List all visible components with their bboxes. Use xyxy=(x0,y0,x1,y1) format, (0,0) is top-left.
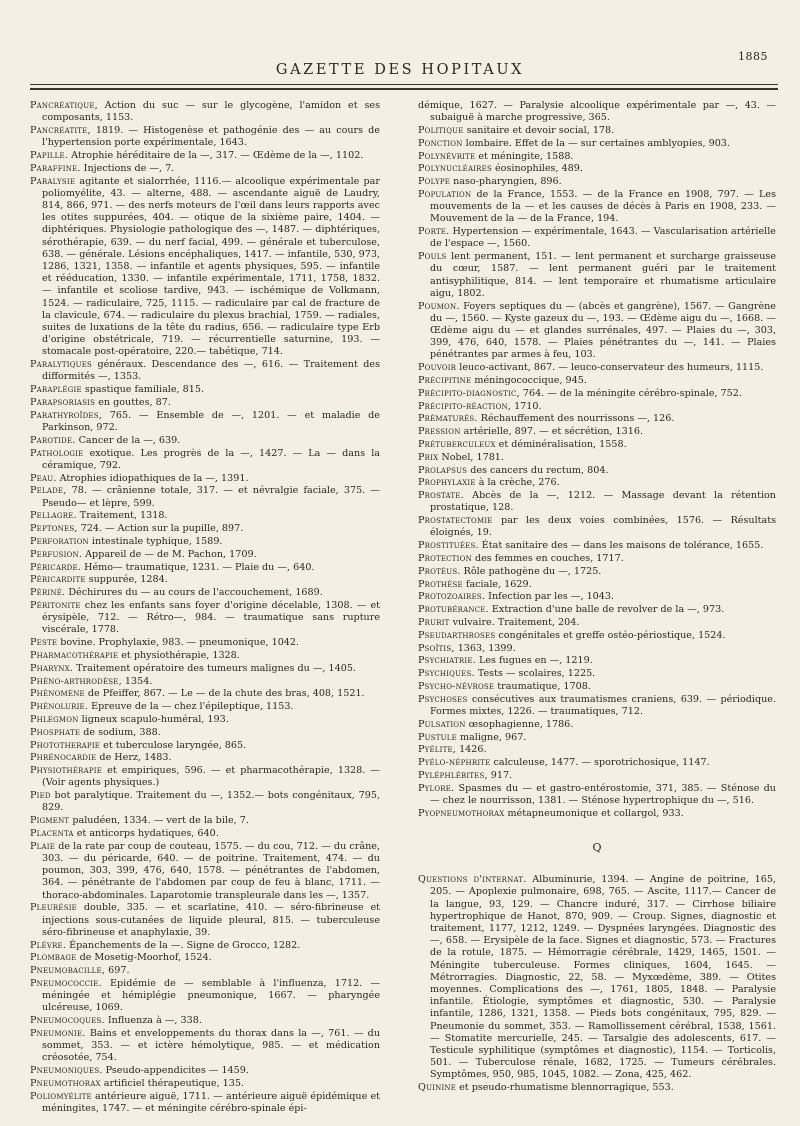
index-text: 78. — crânienne totale, 317. — et névralgie faciale, 375. — Pseudo— et lèpre, 599. xyxy=(42,485,380,509)
index-term: Plombage xyxy=(30,952,77,964)
index-entry xyxy=(30,176,380,359)
index-term: Parapsoriasis xyxy=(30,397,96,409)
index-text: 724. — Action sur la pupille, 897. xyxy=(77,523,244,535)
index-text: et physiothérapie, 1328. xyxy=(118,650,240,661)
index-entry xyxy=(30,752,380,764)
index-entry xyxy=(418,515,776,539)
index-entry xyxy=(30,397,380,409)
index-term: Pyopneumothorax xyxy=(418,807,505,819)
index-entry xyxy=(418,553,776,565)
index-term: Ponction xyxy=(418,137,463,149)
index-text: Réchauffement des nourrissons —, 126. xyxy=(477,413,675,425)
index-entry xyxy=(418,401,776,413)
index-entry xyxy=(418,226,776,250)
index-text: faciale, 1629. xyxy=(462,578,532,590)
index-term: Paraffine. xyxy=(30,162,81,174)
index-term: Polynucléaires xyxy=(418,163,492,175)
index-term: Pharmacothérapie xyxy=(30,650,119,661)
index-term: Paraplégie xyxy=(30,384,82,396)
index-text: de la rate par coup de couteau, 1575. — du cou, 712. — du crâne, 303. — du péricarde, 640. — de poitrine. Traitement, 474. — du poumon, 303, 399, 476, 640, 1578. — pénétrantes de l'abdomen, 364. — pénétrante de l'abdomen par coup de feu à blanc, 1711. — thoraco-abdominales. Laparotomie transpleurale dans les —, 1357. xyxy=(42,840,380,901)
index-term: Pigment xyxy=(30,815,70,827)
index-term: Précipitine xyxy=(418,375,472,386)
index-text: Action du suc — sur le glycogène, l'amidon et ses composants, 1153. xyxy=(42,100,380,124)
index-text: naso-pharyngien, 896. xyxy=(450,176,562,188)
index-entry xyxy=(418,719,776,731)
index-text: à la crèche, 276. xyxy=(475,477,560,489)
index-text: démique, 1627. — Paralysie alcoolique expérimentale par —, 43. — subaiguë à marche progressive, 365. xyxy=(418,100,776,124)
index-term: Pharynx. xyxy=(30,662,74,674)
index-entry xyxy=(418,566,776,578)
index-entry xyxy=(30,965,380,977)
index-entry xyxy=(30,940,380,952)
index-term: Placenta xyxy=(30,827,74,839)
index-term: Pneumocoques. xyxy=(30,1015,105,1027)
index-entry xyxy=(30,485,380,509)
index-entry xyxy=(418,643,776,655)
index-entry xyxy=(30,473,380,485)
index-entry xyxy=(418,617,776,629)
index-entry xyxy=(418,477,776,489)
index-text: Albuminurie, 1394. — Angine de poitrine, 165, 205. — Apoplexie pulmonaire, 698, 765. — Ascite, 1117.— Cancer de la langue, 93, 129. — Chancre induré, 317. — Cirrhose biliaire hypertrophique de Hanot, 870, 909. — Croup. Signes, diagnostic et traitement, 1177, 1212, 1249. — Dyspnées laryngées. Diagnostic des —, 658. — Erysipèle de la face. Signes et diagnostic, 573. — Fractures de la rotule, 1875. — Hémorragie cérébrale, 1429, 1465, 1501. — Méningite tuberculeuse. Formes cliniques, 1604, 1645. — Métrorragies. Diagnostic, 22, 58. — Myxœdème, 389. — Otites moyennes. Complications des —, 1761, 1805, 1848. — Paralysie infantile. Étiologie, symptômes et diagnostic, 530. — Paralysie infantile, 1286, 1321, 1358. — Pieds bots congénitaux, 795, 829. — Pneumonie du sommet, 353. — Ramollissement cérébral, 1538, 1561. — Stomatite mercurielle, 245. — Tarsalgie des adolescents, 617. — Testicule syphilitique (symptômes et diagnostic), 1154. — Torticolis, 501. — Tuberculose rénale, 1682, 1725. — Tumeurs cérébrales. Symptômes, 950, 985, 1045, 1082. — Zona, 425, 462. xyxy=(430,874,777,1081)
index-entry xyxy=(418,151,776,163)
index-term: Polynévrite xyxy=(418,150,476,162)
index-text: Bains et enveloppements du thorax dans la —, 761. — du sommet, 353. — et ictère hémolytique, 985. — et médication créosotée, 754. xyxy=(42,1027,380,1064)
index-entry xyxy=(30,562,380,574)
index-entry xyxy=(418,100,776,124)
index-term: Parathyroïdes, xyxy=(30,409,102,421)
index-text: et tuberculose laryngée, 865. xyxy=(100,739,247,751)
index-entry xyxy=(30,574,380,586)
index-term: Plèvre. xyxy=(30,939,67,951)
index-text: Infection par les —, 1043. xyxy=(485,591,615,603)
index-text: double, 335. — et scarlatine, 410. — séro-fibrineuse et injections sous-cutanées de liquide pleural, 815. — tuberculeuse séro-fibrineuse et anaphylaxie, 39. xyxy=(42,902,380,938)
index-term: Pneumococcie. xyxy=(30,977,102,989)
index-term: Psychoses xyxy=(418,693,468,705)
index-term: Prolapsus xyxy=(418,464,468,476)
index-text: bot paralytique. Traitement du —, 1352.— bots congénitaux, 795, 829. xyxy=(42,790,380,814)
index-text: Injections de —, 7. xyxy=(80,162,175,174)
index-term: Pylore. xyxy=(418,782,455,794)
index-entry xyxy=(30,815,380,827)
index-entry xyxy=(30,765,380,789)
index-term: Porte. xyxy=(418,226,450,238)
index-text: ligneux scapulo-huméral, 193. xyxy=(78,713,229,725)
index-entry xyxy=(30,536,380,548)
index-term: Prostituées. xyxy=(418,540,479,552)
index-entry xyxy=(418,604,776,616)
index-term: Prothèse xyxy=(418,578,463,590)
index-entry xyxy=(418,176,776,188)
index-text: intestinale typhique, 1589. xyxy=(88,536,223,548)
index-entry xyxy=(418,490,776,514)
header-rule-thick xyxy=(30,88,778,90)
index-text: par les deux voies combinées, 1576. — Résultats éloignés, 19. xyxy=(430,515,776,539)
index-entry xyxy=(30,978,380,1015)
index-term: Paralytiques xyxy=(30,359,93,371)
index-entry xyxy=(30,549,380,561)
index-entry xyxy=(30,841,380,902)
index-entry xyxy=(30,523,380,535)
index-text: chez les enfants sans foyer d'origine décelable, 1308. — et érysipèle, 712. — Rétro—, 984. — traumatique sans rupture viscérale, 1778. xyxy=(42,600,380,636)
index-text: et méningite, 1588. xyxy=(475,150,574,162)
index-text: consécutives aux traumatismes craniens, 639. — périodique. Formes mixtes, 1226. — traumatiques, 712. xyxy=(430,693,776,717)
index-term: Quinine xyxy=(418,1082,457,1094)
index-text: et déminéralisation, 1558. xyxy=(495,438,627,450)
index-term: Polype xyxy=(418,176,451,188)
index-entry xyxy=(418,630,776,642)
index-entry xyxy=(418,757,776,769)
index-term: Psychiques. xyxy=(418,668,475,680)
index-text: 1710. xyxy=(511,400,542,412)
section-letter-q: Q xyxy=(592,840,602,854)
index-term: Peste xyxy=(30,637,58,649)
left-column xyxy=(30,100,380,1116)
index-term: Physiothérapie xyxy=(30,765,103,777)
index-term: Protozoaires. xyxy=(418,591,486,603)
index-text: Spasmes du — et gastro-entérostomie, 371, 385. — Sténose du — chez le nourrisson, 1381. — Sténose hypertrophique du —, 516. xyxy=(430,782,776,806)
index-term: Pustule xyxy=(418,731,457,743)
index-entry xyxy=(30,676,380,688)
index-term: Pyléphlébites, xyxy=(418,769,488,781)
index-entry xyxy=(418,591,776,603)
index-entry xyxy=(418,579,776,591)
index-term: Prophylaxie xyxy=(418,477,476,489)
index-term: Psycho-névrose xyxy=(418,680,495,692)
index-text: Les fugues en —, 1219. xyxy=(475,655,593,667)
index-entry xyxy=(30,714,380,726)
index-text: Atrophie héréditaire de la —, 317. — Œdème de la —, 1102. xyxy=(68,150,364,161)
index-entry xyxy=(30,600,380,637)
index-term: Phosphate xyxy=(30,726,81,738)
index-term: Politique xyxy=(418,125,464,136)
index-text: lent permanent, 151. — lent permanent et surcharge graisseuse du cœur, 1587. — lent permanent guéri par le traitement antisyphilitique, 814. — lent temporaire et rhumatisme articulaire aigu, 1802. xyxy=(430,251,776,299)
index-term: Pellagre. xyxy=(30,510,77,522)
index-entry xyxy=(30,510,380,522)
index-term: Pathologie xyxy=(30,447,84,459)
index-entry xyxy=(418,1082,776,1094)
index-text: artificiel thérapeutique, 135. xyxy=(100,1077,245,1089)
index-entry xyxy=(418,874,776,1081)
index-entry xyxy=(30,448,380,472)
index-term: Pouls xyxy=(418,251,447,263)
index-term: Perforation xyxy=(30,536,89,548)
index-term: Protection xyxy=(418,552,472,564)
index-term: Pneumobacille, xyxy=(30,965,106,977)
index-text: Déchirures du — au cours de l'accouchement, 1689. xyxy=(65,587,323,599)
index-term: Pression xyxy=(418,426,461,438)
index-term: Pyélo-néphrite xyxy=(418,757,491,769)
index-text: Appareil de — de M. Pachon, 1709. xyxy=(82,548,257,560)
index-text: Hypertension — expérimentale, 1643. — Vascularisation artérielle de l'espace —, 1560. xyxy=(430,226,776,250)
index-text: suppurée, 1284. xyxy=(85,574,168,586)
index-text: antérieure aiguë, 1711. — antérieure aiguë épidémique et méningites, 1747. — et méningite cérébro-spinale épi- xyxy=(42,1090,380,1114)
index-term: Péricardite xyxy=(30,574,86,586)
index-text: agitante et sialorrhée, 1116.— alcoolique expérimentale par poliomyélite, 43. — alterne, 488. — ascendante aiguë de Laudry, 814, 866, 971. — des nerfs moteurs de l'œil dans leurs rapports avec les otites suppurées, 404. — otique de la sixième paire, 1404. — diphtériques. Physiologie pathologique des —, 1487. — diphtériques, sérothérapie, 639. — du nerf facial, 499. — générale et tuberculose, 638. — générale. Lésions encéphaliques, 1417. — infantile, 530, 973, 1286, 1321, 1358. — infantile et agents physiques, 595. — infantile et rééducation, 1330. — infantile expérimentale, 1711, 1758, 1832. — infantile et scoliose tardive, 943. — ischémique de Volkmann, 1524. — radiculaire, 725, 1115. — radiculaire par cal de fracture de la clavicule, 674. — radiculaire du plexus brachial, 1759. — radiales, suites de luxations de la tête du radius, 656. — radiculaire type Erb d'origine obstétricale, 719. — récurrentielle saturnine, 193. — stomacale post-opératoire, 220.— tabétique, 714. xyxy=(42,175,380,358)
index-entry xyxy=(418,426,776,438)
index-text: Épanchements de la —. Signe de Grocco, 1282. xyxy=(66,939,301,951)
index-text: leuco-activant, 867. — leuco-conservateur des humeurs, 1115. xyxy=(456,362,764,374)
index-text: de Mosetig-Moorhof, 1524. xyxy=(76,952,212,964)
index-text: éosinophiles, 489. xyxy=(491,163,583,175)
index-text: de sodium, 388. xyxy=(80,726,161,738)
index-term: Plaie xyxy=(30,840,56,852)
index-term: Pseudarthroses xyxy=(418,629,496,641)
index-text: des cancers du rectum, 804. xyxy=(467,464,609,476)
index-term: Prurit xyxy=(418,616,450,628)
index-text: 1363, 1399. xyxy=(454,642,516,654)
index-entry xyxy=(30,688,380,700)
index-term: Pouvoir xyxy=(418,362,457,374)
index-term: Parotide. xyxy=(30,434,76,446)
index-term: Phototherapie xyxy=(30,739,101,751)
index-entry xyxy=(30,790,380,814)
index-term: Pneumoniques. xyxy=(30,1065,103,1077)
index-term: Protéus. xyxy=(418,565,461,577)
index-text: sanitaire et devoir social, 178. xyxy=(463,125,615,136)
index-text: 917. xyxy=(487,769,513,781)
index-term: Phénolurie. xyxy=(30,701,89,713)
index-entry xyxy=(30,1028,380,1065)
index-term: Prostatectomie xyxy=(418,515,493,527)
index-entry xyxy=(418,413,776,425)
index-entry xyxy=(418,668,776,680)
index-term: Pied xyxy=(30,790,51,802)
index-term: Paralysie xyxy=(30,175,76,187)
index-entry xyxy=(30,828,380,840)
index-term: Questions d'internat. xyxy=(418,874,527,886)
index-entry xyxy=(418,540,776,552)
index-text: exotique. Les progrès de la —, 1427. — La — dans la céramique, 792. xyxy=(42,447,380,471)
index-term: Périné. xyxy=(30,587,66,599)
index-entry xyxy=(418,251,776,300)
index-term: Pulsation xyxy=(418,718,466,730)
index-text: 1426. xyxy=(456,744,487,756)
index-term: Pancréatite, xyxy=(30,125,91,136)
index-text: Epreuve de la — chez l'épileptique, 1153. xyxy=(88,701,294,713)
index-entry xyxy=(418,770,776,782)
index-text: œsophagienne, 1786. xyxy=(465,718,574,730)
index-term: Phlegmon xyxy=(30,713,79,725)
index-text: Traitement opératoire des tumeurs malignes du —, 1405. xyxy=(73,662,356,674)
index-entry xyxy=(418,744,776,756)
index-term: Psoïtis, xyxy=(418,642,455,654)
index-entry xyxy=(30,663,380,675)
index-entry xyxy=(418,465,776,477)
index-term: Prématurés. xyxy=(418,413,478,425)
index-text: congénitales et greffe ostéo-périostique, 1524. xyxy=(495,629,726,641)
index-text: Traitement, 1318. xyxy=(76,510,168,522)
index-term: Phrénocardie xyxy=(30,752,97,764)
index-entry xyxy=(30,163,380,175)
index-term: Protubérance. xyxy=(418,604,489,616)
index-entry xyxy=(30,587,380,599)
index-text: et empiriques, 596. — et pharmacothérapie, 1328. — (Voir agents physiques.) xyxy=(42,765,380,789)
index-term: Papille. xyxy=(30,150,69,161)
index-text: Cancer de la —, 639. xyxy=(75,434,181,446)
index-entry xyxy=(418,388,776,400)
index-entry xyxy=(30,952,380,964)
index-text: et pseudo-rhumatisme blennorragique, 553. xyxy=(456,1082,674,1094)
index-text: 1819. — Histogenèse et pathogénie des — au cours de l'hypertension porte expérimentale, 1643. xyxy=(42,125,380,149)
index-term: Pyélite, xyxy=(418,744,457,756)
index-term: Précipito-diagnostic, xyxy=(418,387,520,399)
index-entry xyxy=(418,694,776,718)
index-entry xyxy=(418,655,776,667)
index-entry xyxy=(30,435,380,447)
index-entry xyxy=(418,301,776,362)
right-column xyxy=(418,100,776,1095)
index-entry xyxy=(30,1078,380,1090)
index-entry xyxy=(418,439,776,451)
running-head: GAZETTE DES HOPITAUX xyxy=(275,62,525,78)
index-term: Poumon. xyxy=(418,300,460,312)
index-entry xyxy=(30,637,380,649)
index-text: Epidémie de — semblable à l'influenza, 1712. — méningée et hémiplégie pneumonique, 1667. — pharyngée ulcéreuse, 1069. xyxy=(42,977,380,1014)
index-text: 697. xyxy=(105,965,130,977)
index-text: 1354. xyxy=(121,675,153,687)
index-term: Peau. xyxy=(30,472,57,484)
index-term: Pleurésie xyxy=(30,902,77,914)
index-text: et anticorps hydatiques, 640. xyxy=(73,827,219,839)
index-text: en gouttes, 87. xyxy=(95,397,171,409)
index-entry xyxy=(418,362,776,374)
index-text: Nobel, 1781. xyxy=(438,451,504,463)
index-term: Péritonite xyxy=(30,600,81,611)
index-text: Extraction d'une balle de revolver de la —, 973. xyxy=(488,604,725,616)
index-text: bovine. Prophylaxie, 983. — pneumonique, 1042. xyxy=(57,637,300,649)
index-term: Prostate. xyxy=(418,490,464,502)
index-entry xyxy=(418,125,776,137)
index-text: Influenza à —, 338. xyxy=(104,1015,202,1027)
index-term: Phéno-arthrodèse, xyxy=(30,675,122,687)
page-number: 1885 xyxy=(738,50,768,63)
index-term: Phénomène xyxy=(30,688,85,700)
index-term: Pancréatique, xyxy=(30,100,98,111)
index-text: généraux. Descendance des —, 616. — Traitement des difformités —, 1353. xyxy=(42,359,380,383)
index-text: traumatique, 1708. xyxy=(494,680,591,692)
index-term: Peptones, xyxy=(30,523,78,535)
index-text: État sanitaire des — dans les maisons de tolérance, 1655. xyxy=(478,540,764,552)
header-rule-thin xyxy=(30,84,778,85)
index-entry xyxy=(30,701,380,713)
index-text: calculeuse, 1477. — sporotrichosique, 1147. xyxy=(490,757,710,769)
index-entry xyxy=(30,740,380,752)
right-column-entries xyxy=(418,100,776,820)
index-text: de Herz, 1483. xyxy=(96,752,172,764)
index-term: Population xyxy=(418,188,472,200)
index-text: 765. — Ensemble de —, 1201. — et maladie de Parkinson, 972. xyxy=(42,409,380,434)
index-entry xyxy=(418,375,776,387)
index-text: maligne, 967. xyxy=(456,731,527,743)
index-text: paludéen, 1334. — vert de la bile, 7. xyxy=(69,815,249,827)
index-text: Atrophies idiopathiques de la —, 1391. xyxy=(56,472,249,484)
index-text: de la France, 1553. — de la France en 1908, 797. — Les mouvements de la — et les causes de décès à Paris en 1908, 233. — Mouvement de la — de la France, 194. xyxy=(430,188,776,225)
index-entry xyxy=(30,1015,380,1027)
index-text: vulvaire. Traitement, 204. xyxy=(449,616,580,628)
index-text: Abcès de la —, 1212. — Massage devant la rétention prostatique, 128. xyxy=(430,490,776,514)
index-term: Pelade, xyxy=(30,485,67,497)
index-text: Pseudo-appendicites — 1459. xyxy=(102,1065,249,1077)
index-term: Poliomyélite xyxy=(30,1090,92,1102)
q-section-entries xyxy=(418,874,776,1094)
index-entry xyxy=(418,138,776,150)
index-term: Pneumonie. xyxy=(30,1027,86,1039)
index-term: Péricarde. xyxy=(30,561,82,573)
index-text: Hémo— traumatique, 1231. — Plaie du —, 640. xyxy=(81,561,315,573)
index-entry xyxy=(418,452,776,464)
index-entry xyxy=(418,163,776,175)
index-term: Prix xyxy=(418,451,439,463)
index-text: spastique familiale, 815. xyxy=(81,384,205,396)
index-text: des femmes en couches, 1717. xyxy=(471,552,624,564)
index-text: Rôle pathogène du —, 1725. xyxy=(460,565,602,577)
index-term: Pneumothorax xyxy=(30,1077,101,1089)
index-entry xyxy=(30,727,380,739)
index-entry xyxy=(418,783,776,807)
index-term: Psychiatrie. xyxy=(418,655,476,667)
index-entry xyxy=(418,732,776,744)
index-text: méningococcique, 945. xyxy=(471,375,587,386)
index-entry xyxy=(30,650,380,662)
index-entry xyxy=(418,189,776,226)
index-entry xyxy=(418,681,776,693)
index-entry xyxy=(418,808,776,820)
index-entry xyxy=(30,359,380,383)
index-term: Précipito-réaction, xyxy=(418,400,512,412)
index-text: Tests — scolaires, 1225. xyxy=(474,668,596,680)
index-entry xyxy=(30,1065,380,1077)
index-entry xyxy=(30,1091,380,1115)
index-entry xyxy=(30,100,380,124)
index-text: lombaire. Effet de la — sur certaines amblyopies, 903. xyxy=(462,137,730,149)
index-text: artérielle, 897. — et sécrétion, 1316. xyxy=(460,426,643,438)
index-term: Perfusion. xyxy=(30,548,83,560)
index-entry xyxy=(30,150,380,162)
index-entry xyxy=(30,125,380,149)
index-text: 764. — de la méningite cérébro-spinale, 752. xyxy=(519,387,742,399)
index-term: Prétuberculeux xyxy=(418,438,496,450)
index-text: de Pfeiffer, 867. — Le — de la chute des bras, 408, 1521. xyxy=(84,688,365,700)
index-text: métapneumonique et collargol, 933. xyxy=(504,807,684,819)
index-entry xyxy=(30,384,380,396)
index-entry xyxy=(30,902,380,939)
index-text: Foyers septiques du — (abcès et gangrène), 1567. — Gangrène du —, 1560. — Kyste gazeux du —, 193. — Œdème aigu du —, 1668. — Œdème aigu du — et glandes surrénales, 497. — Plaies du —, 303, 399, 476, 640, 1578. — Plaies pénétrantes du —, 141. — Plaies pénétrantes par armes à feu, 103. xyxy=(430,300,776,361)
index-entry xyxy=(30,410,380,434)
